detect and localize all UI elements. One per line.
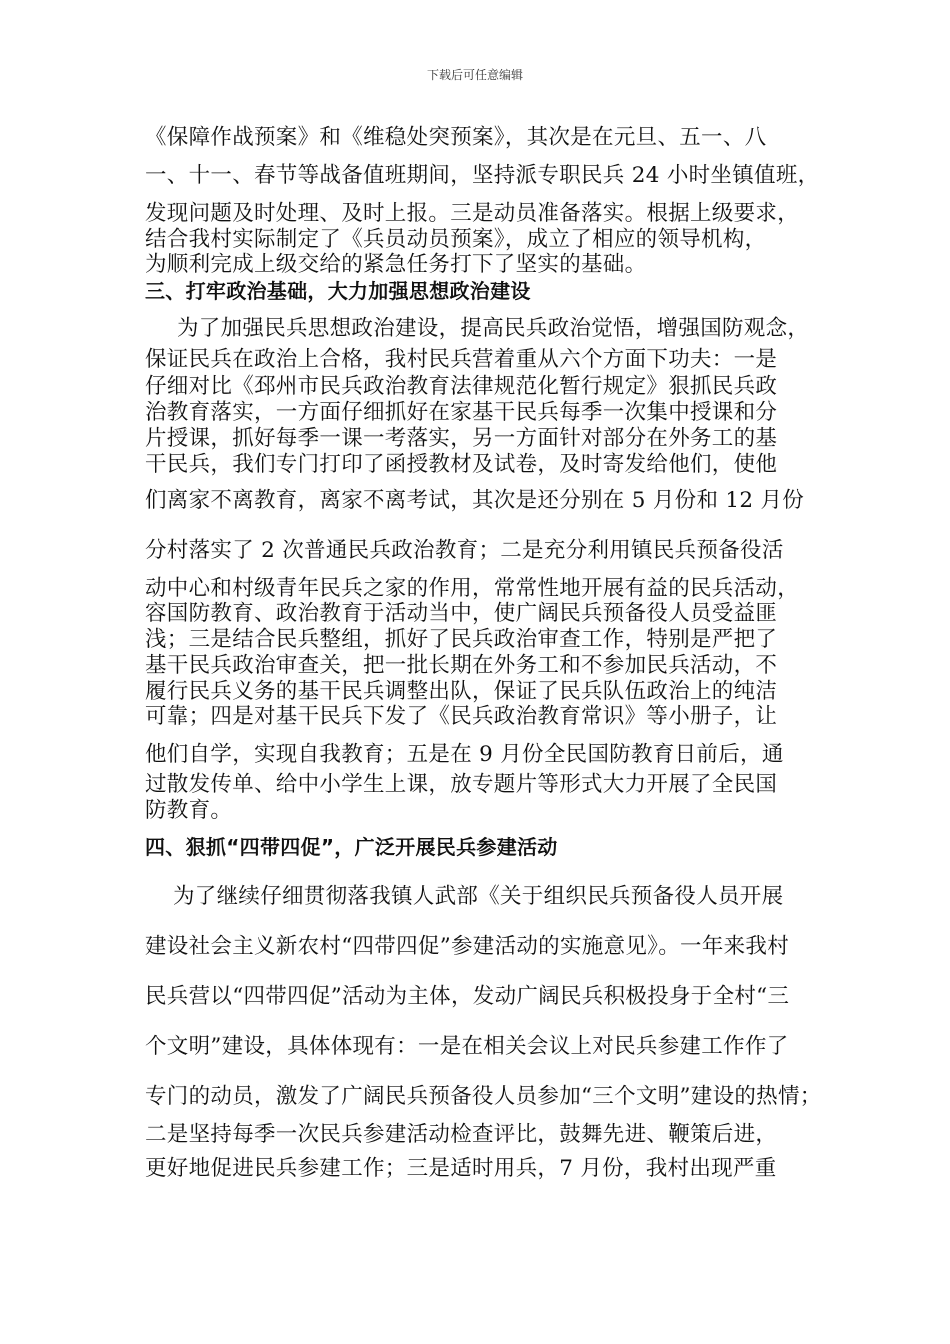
text-line: 基干民兵政治审查关，把一批长期在外务工和不参加民兵活动，不: [145, 653, 778, 678]
text-line: 为了加强民兵思想政治建设，提高民兵政治觉悟，增强国防观念，: [177, 316, 810, 341]
text-line: 为顺利完成上级交给的紧急任务打下了坚实的基础。: [145, 252, 647, 277]
text-line: 动中心和村级青年民兵之家的作用，常常性地开展有益的民兵活动，: [145, 576, 800, 601]
text-line: 更好地促进民兵参建工作；三是适时用兵，7 月份，我村出现严重: [145, 1156, 777, 1181]
page-header: 下载后可任意编辑: [426, 68, 523, 82]
text-line: 建设社会主义新农村“四带四促”参建活动的实施意见》。一年来我村: [145, 934, 790, 959]
text-line: 分村落实了 2 次普通民兵政治教育；二是充分利用镇民兵预备役活: [145, 538, 784, 563]
text-line: 仔细对比《邳州市民兵政治教育法律规范化暂行规定》狠抓民兵政: [145, 374, 778, 399]
text-line: 二是坚持每季一次民兵参建活动检查评比，鼓舞先进、鞭策后进，: [145, 1122, 778, 1147]
text-line: 个文明”建设，具体体现有：一是在相关会议上对民兵参建工作作了: [145, 1034, 789, 1059]
text-line: 浅；三是结合民兵整组，抓好了民兵政治审查工作，特别是严把了: [145, 627, 778, 652]
section-heading-4: 四、狠抓“四带四促”，广泛开展民兵参建活动: [145, 835, 558, 859]
text-line: 民兵营以“四带四促”活动为主体，发动广阔民兵积极投身于全村“三: [145, 984, 790, 1009]
text-line: 可靠；四是对基干民兵下发了《民兵政治教育常识》等小册子，让: [145, 704, 778, 729]
text-line: 他们自学，实现自我教育；五是在 9 月份全民国防教育日前后，通: [145, 742, 784, 767]
text-line: 治教育落实，一方面仔细抓好在家基干民兵每季一次集中授课和分: [145, 400, 778, 425]
text-line: 为了继续仔细贯彻落我镇人武部《关于组织民兵预备役人员开展: [173, 884, 784, 909]
text-line: 们离家不离教育，离家不离考试，其次是还分别在 5 月份和 12 月份: [145, 488, 805, 513]
text-line: 容国防教育、政治教育于活动当中，使广阔民兵预备役人员受益匪: [145, 601, 778, 626]
text-line: 干民兵，我们专门打印了函授教材及试卷，及时寄发给他们，使他: [145, 452, 778, 477]
text-line: 《保障作战预案》和《维稳处突预案》，其次是在元旦、五一、八: [145, 125, 767, 150]
text-line: 保证民兵在政治上合格，我村民兵营着重从六个方面下功夫：一是: [145, 347, 778, 372]
text-line: 片授课，抓好每季一课一考落实，另一方面针对部分在外务工的基: [145, 426, 778, 451]
text-line: 专门的动员，激发了广阔民兵预备役人员参加“三个文明”建设的热情；: [145, 1084, 822, 1109]
section-heading-3: 三、打牢政治基础，大力加强思想政治建设: [145, 279, 531, 303]
text-line: 结合我村实际制定了《兵员动员预案》，成立了相应的领导机构，: [145, 227, 767, 252]
text-line: 防教育。: [145, 798, 233, 823]
text-line: 过散发传单、给中小学生上课，放专题片等形式大力开展了全民国: [145, 772, 778, 797]
text-line: 发现问题及时处理、及时上报。三是动员准备落实。根据上级要求，: [145, 201, 800, 226]
text-line: 履行民兵义务的基干民兵调整出队，保证了民兵队伍政治上的纯洁: [145, 679, 778, 704]
text-line: 一、十一、春节等战备值班期间，坚持派专职民兵 24 小时坐镇值班，: [145, 163, 820, 188]
